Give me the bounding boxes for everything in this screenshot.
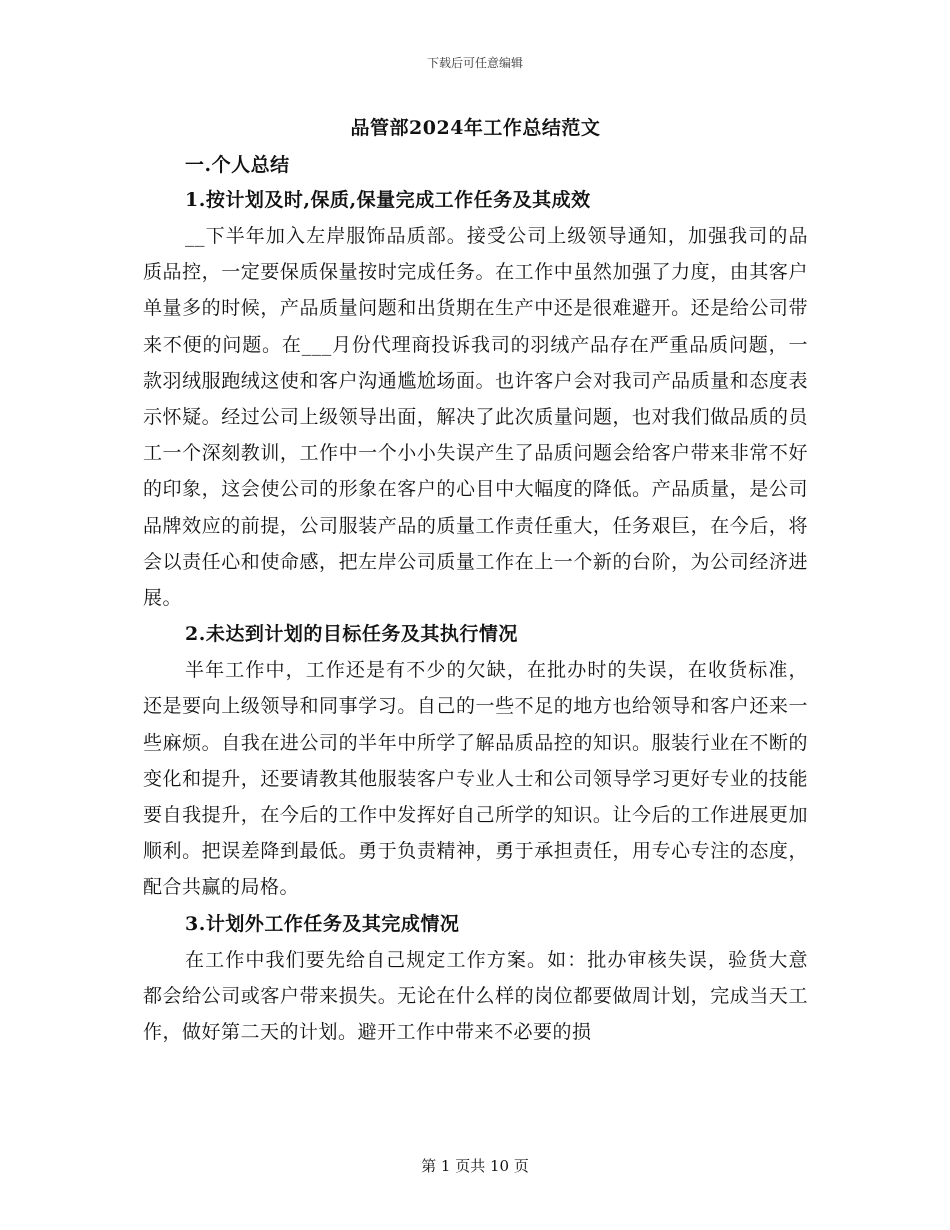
paragraph-2: 半年工作中，工作还是有不少的欠缺，在批办时的失误，在收货标准，还是要向上级领导和同事学习。自己的一些不足的地方也给领导和客户还来一些麻烦。自我在进公司的半年中所学了解品质品控的知识。服装行业在不断的变化和提升，还要请教其他服装客户专业人士和公司领导学习更好专业的技能要自我提升，在今后的工作中发挥好自己所学的知识。让今后的工作进展更加顺利。把误差降到最低。勇于负责精神，勇于承担责任，用专心专注的态度，配合共赢的局格。	[143, 659, 808, 899]
document-title: 品管部2024年工作总结范文	[350, 117, 601, 139]
header-note: 下载后可任意编辑	[426, 56, 523, 70]
subsection-heading-2: 2.未达到计划的目标任务及其执行情况	[185, 623, 518, 646]
document-body	[143, 112, 808, 1050]
paragraph-3: 在工作中我们要先给自己规定工作方案。如：批办审核失误，验货大意都会给公司或客户带来损失。无论在什么样的岗位都要做周计划，完成当天工作，做好第二天的计划。避开工作中带来不必要的损	[143, 948, 808, 1044]
paragraph-1: __下半年加入左岸服饰品质部。接受公司上级领导通知，加强我司的品质品控，一定要保质保量按时完成任务。在工作中虽然加强了力度，由其客户单量多的时候，产品质量问题和出货期在生产中还是很难避开。还是给公司带来不便的问题。在___月份代理商投诉我司的羽绒产品存在严重品质问题，一款羽绒服跑绒这使和客户沟通尴尬场面。也许客户会对我司产品质量和态度表示怀疑。经过公司上级领导出面，解决了此次质量问题，也对我们做品质的员工一个深刻教训，工作中一个小小失误产生了品质问题会给客户带来非常不好的印象，这会使公司的形象在客户的心目中大幅度的降低。产品质量，是公司品牌效应的前提，公司服装产品的质量工作责任重大，任务艰巨，在今后，将会以责任心和使命感，把左岸公司质量工作在上一个新的台阶，为公司经济进展。	[143, 225, 808, 610]
subsection-heading-3: 3.计划外工作任务及其完成情况	[185, 912, 460, 935]
subsection-heading-1: 1.按计划及时,保质,保量完成工作任务及其成效	[185, 189, 591, 211]
section-heading-personal-summary: 一.个人总结	[185, 154, 290, 176]
page-number-footer: 第 1 页共 10 页	[421, 1157, 529, 1175]
